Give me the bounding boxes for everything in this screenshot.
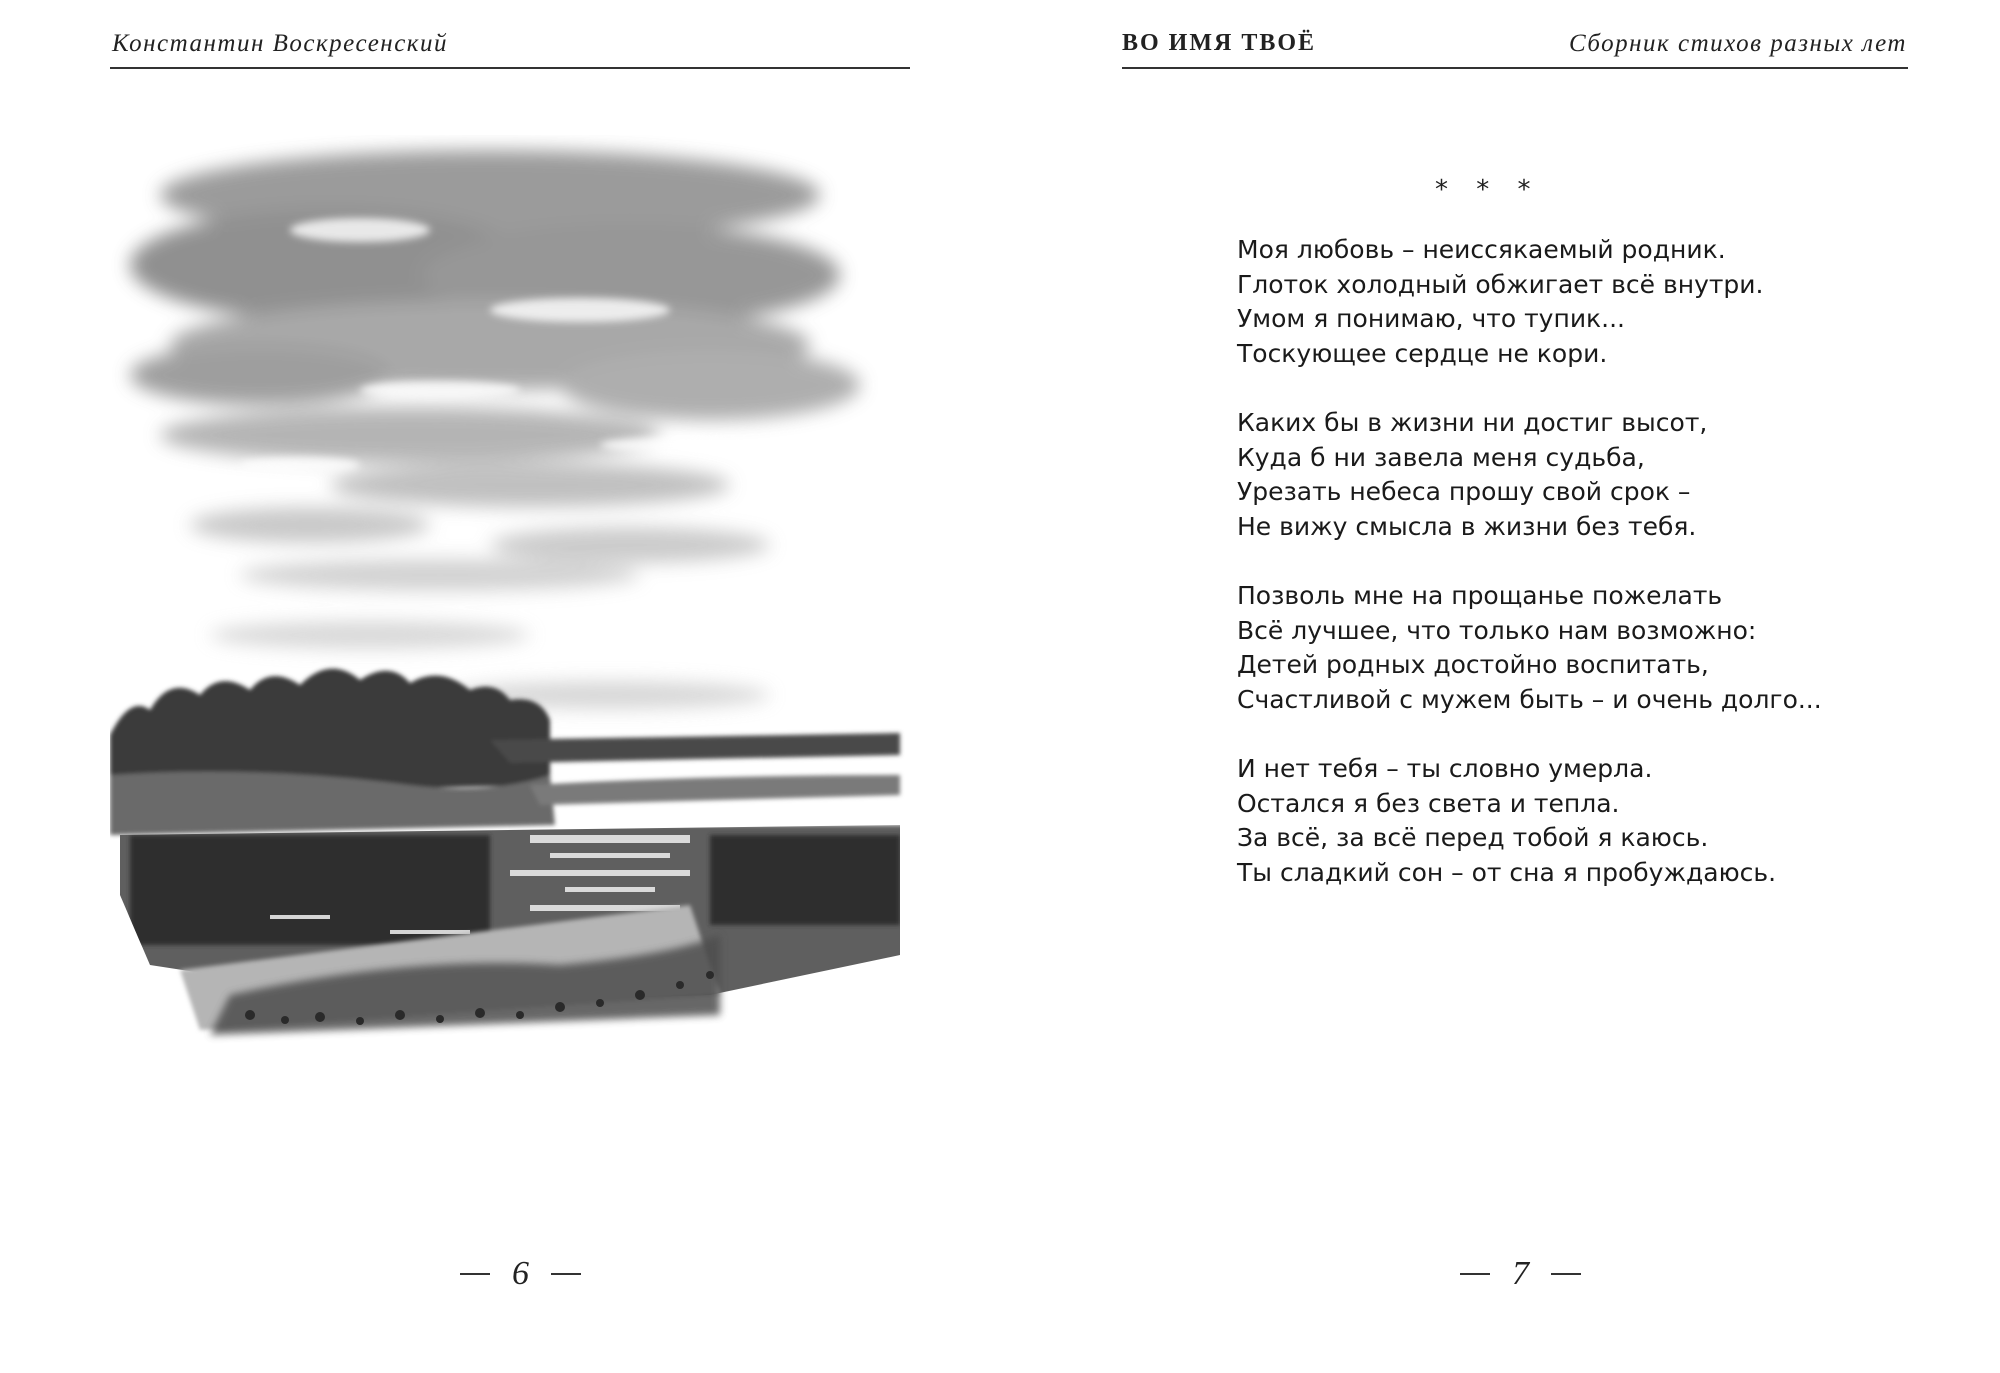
poem-line: Урезать небеса прошу свой срок – — [1237, 477, 1691, 507]
poem-stanza — [1237, 752, 1822, 890]
poem-line: И нет тебя – ты словно умерла. — [1237, 753, 1653, 783]
page-number: 6 — [512, 1255, 529, 1292]
header-rule — [110, 67, 910, 69]
running-head-subtitle: Сборник стихов разных лет — [1569, 30, 1907, 57]
running-head-author: Константин Воскресенский — [112, 30, 448, 57]
poem-stanza — [1237, 579, 1822, 717]
page-number: 7 — [1512, 1255, 1529, 1292]
poem-asterism: * * * — [1435, 175, 1541, 205]
page-number-right — [1438, 1255, 1603, 1293]
folio-dash — [551, 1273, 581, 1275]
poem-line: Остался я без света и тепла. — [1237, 788, 1620, 818]
poem-line: Моя любовь – неиссякаемый родник. — [1237, 235, 1726, 264]
clouds — [130, 150, 860, 709]
poem-line: Счастливой с мужем быть – и очень долго... — [1237, 684, 1822, 714]
poem-line: Детей родных достойно воспитать, — [1237, 650, 1709, 680]
page-number-left — [438, 1255, 603, 1293]
watercolor-landscape-illustration — [110, 135, 910, 1135]
poem-line: Каких бы в жизни ни достиг высот, — [1237, 407, 1708, 437]
running-head-title: ВО ИМЯ ТВОЁ — [1122, 30, 1317, 56]
poem-line: Тоскующее сердце не кори. — [1237, 338, 1608, 368]
poem-stanza — [1237, 233, 1822, 371]
poem-line: Не вижу смысла в жизни без тебя. — [1237, 511, 1697, 541]
poem-line: За всё, за всё перед тобой я каюсь. — [1237, 823, 1709, 853]
poem-body — [1237, 233, 1822, 925]
poem-line: Глоток холодный обжигает всё внутри. — [1237, 269, 1764, 299]
folio-dash — [1551, 1273, 1581, 1275]
poem-line: Всё лучшее, что только нам возможно: — [1237, 615, 1757, 645]
folio-dash — [1460, 1273, 1490, 1275]
poem-line: Ты сладкий сон – от сна я пробуждаюсь. — [1237, 857, 1777, 887]
folio-dash — [460, 1273, 490, 1275]
poem-line: Позволь мне на прощанье пожелать — [1237, 580, 1723, 610]
poem-line: Куда б ни завела меня судьба, — [1237, 442, 1645, 472]
header-rule — [1122, 67, 1908, 69]
right-page — [1000, 0, 2000, 1373]
poem-line: Умом я понимаю, что тупик... — [1237, 304, 1626, 334]
poem-stanza — [1237, 406, 1822, 544]
